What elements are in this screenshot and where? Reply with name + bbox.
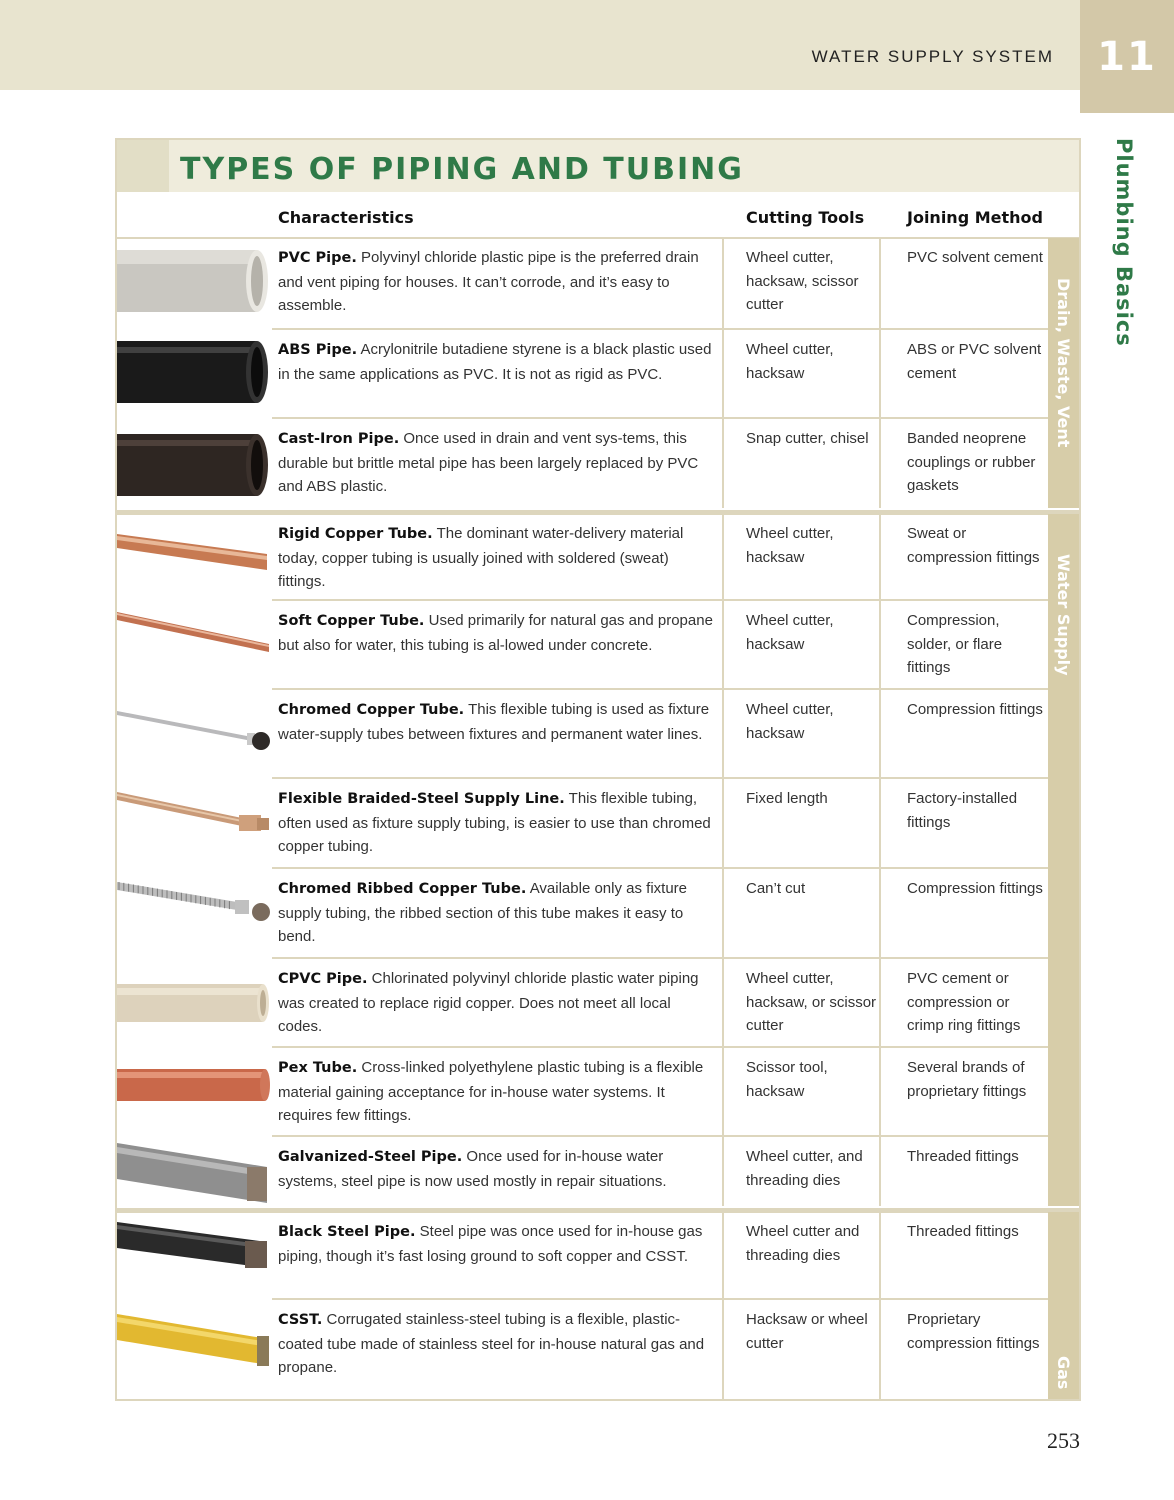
pipe-description: Corrugated stainless-steel tubing is a flexible, plastic-coated tube made of stainless steel for in-house natural gas and propane.: [278, 1311, 705, 1376]
characteristics-cell: [278, 1145, 718, 1193]
joining-method-cell: Factory-installed fittings: [907, 790, 1018, 831]
title-swatch: [117, 140, 169, 192]
characteristics-cell: [278, 338, 718, 386]
table-row: [117, 1212, 1048, 1300]
cast-iron-pipe-image: [117, 422, 272, 506]
cutting-tools-cell: Wheel cutter and threading dies: [746, 1223, 860, 1264]
cutting-tools-cell: Wheel cutter, hacksaw: [746, 612, 834, 653]
black-steel-pipe-image: [117, 1214, 272, 1298]
table-row: [117, 869, 1048, 959]
pipe-description: Polyvinyl chloride plastic pipe is the preferred drain and vent piping for houses. It can’t corrode, and it’s easy to assemble.: [278, 249, 699, 314]
table-row: [117, 1137, 1048, 1206]
table-row: [117, 779, 1048, 869]
joining-method-cell: Compression fittings: [907, 880, 1043, 897]
white-pvc-pipe-image: [117, 242, 272, 326]
cutting-tools-cell: Wheel cutter, hacksaw, or scissor cutter: [746, 970, 877, 1034]
category-label: Water Supply: [1054, 554, 1073, 676]
cutting-tools-cell: Wheel cutter, hacksaw: [746, 701, 834, 742]
category-label: Gas: [1054, 1355, 1073, 1389]
joining-method-cell: Compression fittings: [907, 701, 1043, 718]
column-header-joining-method: Joining Method: [907, 208, 1043, 227]
pipe-name: Pex Tube.: [278, 1060, 358, 1076]
page-number: 253: [1047, 1428, 1080, 1453]
pipe-name: Flexible Braided-Steel Supply Line.: [278, 791, 565, 807]
table-row: [117, 1300, 1048, 1399]
pipe-name: Chromed Copper Tube.: [278, 702, 465, 718]
category-label: Drain, Waste, Vent: [1054, 278, 1073, 448]
cutting-tools-cell: Wheel cutter, hacksaw: [746, 341, 834, 382]
characteristics-cell: [278, 1056, 718, 1128]
pipe-description: Acrylonitrile butadiene styrene is a black plastic used in the same applications as PVC. It is not as rigid as PVC.: [278, 341, 712, 383]
pipe-name: Rigid Copper Tube.: [278, 526, 433, 542]
joining-method-cell: PVC cement or compression or crimp ring fittings: [907, 970, 1021, 1034]
joining-method-cell: Compression, solder, or flare fittings: [907, 612, 1003, 676]
joining-method-cell: Proprietary compression fittings: [907, 1311, 1040, 1352]
cutting-tools-cell: Wheel cutter, and threading dies: [746, 1148, 863, 1189]
cutting-tools-cell: Fixed length: [746, 790, 828, 807]
cutting-tools-cell: Wheel cutter, hacksaw: [746, 525, 834, 566]
joining-method-cell: ABS or PVC solvent cement: [907, 341, 1042, 382]
pipe-name: Black Steel Pipe.: [278, 1224, 416, 1240]
table-row: [117, 601, 1048, 690]
pipe-description: Used primarily for natural gas and propane but also for water, this tubing is al-lowed under concrete.: [278, 612, 713, 654]
braided-steel-supply-line-image: [117, 782, 272, 866]
category-band: [1048, 238, 1079, 508]
soft-copper-tube-image: [117, 604, 272, 688]
column-header-characteristics: Characteristics: [278, 208, 414, 227]
characteristics-cell: [278, 1220, 718, 1268]
chapter-tab: [1080, 0, 1174, 113]
category-band: [1048, 514, 1079, 1206]
pipe-name: Chromed Ribbed Copper Tube.: [278, 881, 527, 897]
table-row: [117, 238, 1048, 330]
pipe-description: Steel pipe was once used for in-house gas piping, though it’s fast losing ground to soft copper and CSST.: [278, 1223, 703, 1265]
pipe-name: PVC Pipe.: [278, 250, 357, 266]
joining-method-cell: Several brands of proprietary fittings: [907, 1059, 1027, 1100]
characteristics-cell: [278, 698, 718, 746]
joining-method-cell: Threaded fittings: [907, 1223, 1019, 1240]
black-abs-pipe-image: [117, 333, 272, 417]
pipe-name: CSST.: [278, 1312, 323, 1328]
characteristics-cell: [278, 967, 718, 1039]
table-title-band: [117, 140, 1079, 192]
cutting-tools-cell: Wheel cutter, hacksaw, scissor cutter: [746, 249, 859, 313]
characteristics-cell: [278, 522, 718, 594]
pex-tube-image: [117, 1051, 272, 1135]
pipe-name: ABS Pipe.: [278, 342, 358, 358]
pipe-description: Cross-linked polyethylene plastic tubing is a flexible material gaining acceptance for in-house water systems. It requires few fittings.: [278, 1059, 704, 1124]
top-header-band: [0, 0, 1080, 90]
pipe-description: Available only as fixture supply tubing, the ribbed section of this tube makes it easy to bend.: [278, 880, 687, 945]
table-row: [117, 690, 1048, 779]
characteristics-cell: [278, 246, 718, 318]
pipe-description: Once used in drain and vent sys-tems, this durable but brittle metal pipe has been largely replaced by PVC and ABS plastic.: [278, 430, 699, 495]
cpvc-pipe-image: [117, 962, 272, 1046]
table-row: [117, 330, 1048, 419]
characteristics-cell: [278, 877, 718, 949]
running-head: WATER SUPPLY SYSTEM: [811, 47, 1054, 66]
characteristics-cell: [278, 427, 718, 499]
table-row: [117, 1048, 1048, 1137]
joining-method-cell: PVC solvent cement: [907, 249, 1043, 266]
pipe-description: Chlorinated polyvinyl chloride plastic water piping was created to replace rigid copper. Does not meet all local codes.: [278, 970, 699, 1035]
characteristics-cell: [278, 1308, 718, 1380]
table-row: [117, 959, 1048, 1048]
characteristics-cell: [278, 787, 718, 859]
cutting-tools-cell: Scissor tool, hacksaw: [746, 1059, 828, 1100]
side-section-title: Plumbing Basics: [1112, 138, 1136, 347]
chapter-number: 11: [1097, 34, 1157, 80]
pipe-name: CPVC Pipe.: [278, 971, 368, 987]
joining-method-cell: Threaded fittings: [907, 1148, 1019, 1165]
ribbed-copper-tube-image: [117, 872, 272, 956]
characteristics-cell: [278, 609, 718, 657]
pipe-name: Soft Copper Tube.: [278, 613, 425, 629]
table-title: TYPES OF PIPING AND TUBING: [180, 152, 744, 187]
chromed-copper-tube-image: [117, 693, 272, 777]
cutting-tools-cell: Snap cutter, chisel: [746, 430, 869, 447]
cutting-tools-cell: Hacksaw or wheel cutter: [746, 1311, 868, 1352]
table-row: [117, 419, 1048, 508]
joining-method-cell: Banded neoprene couplings or rubber gaskets: [907, 430, 1036, 494]
rigid-copper-tube-image: [117, 516, 272, 600]
joining-method-cell: Sweat or compression fittings: [907, 525, 1040, 566]
pipe-name: Galvanized-Steel Pipe.: [278, 1149, 463, 1165]
csst-yellow-tube-image: [117, 1308, 272, 1392]
pipe-description: This flexible tubing, often used as fixture supply tubing, is easier to use than chromed copper tubing.: [278, 790, 711, 855]
piping-table: [115, 138, 1081, 1401]
pipe-description: This flexible tubing is used as fixture water-supply tubes between fixtures and permanent water lines.: [278, 701, 710, 743]
column-header-cutting-tools: Cutting Tools: [746, 208, 865, 227]
pipe-description: The dominant water-delivery material today, copper tubing is usually joined with soldered (sweat) fittings.: [278, 525, 684, 590]
pipe-name: Cast-Iron Pipe.: [278, 431, 400, 447]
cutting-tools-cell: Can’t cut: [746, 880, 806, 897]
category-band: [1048, 1212, 1079, 1399]
pipe-description: Once used for in-house water systems, steel pipe is now used mostly in repair situations.: [278, 1148, 667, 1190]
table-row: [117, 514, 1048, 601]
